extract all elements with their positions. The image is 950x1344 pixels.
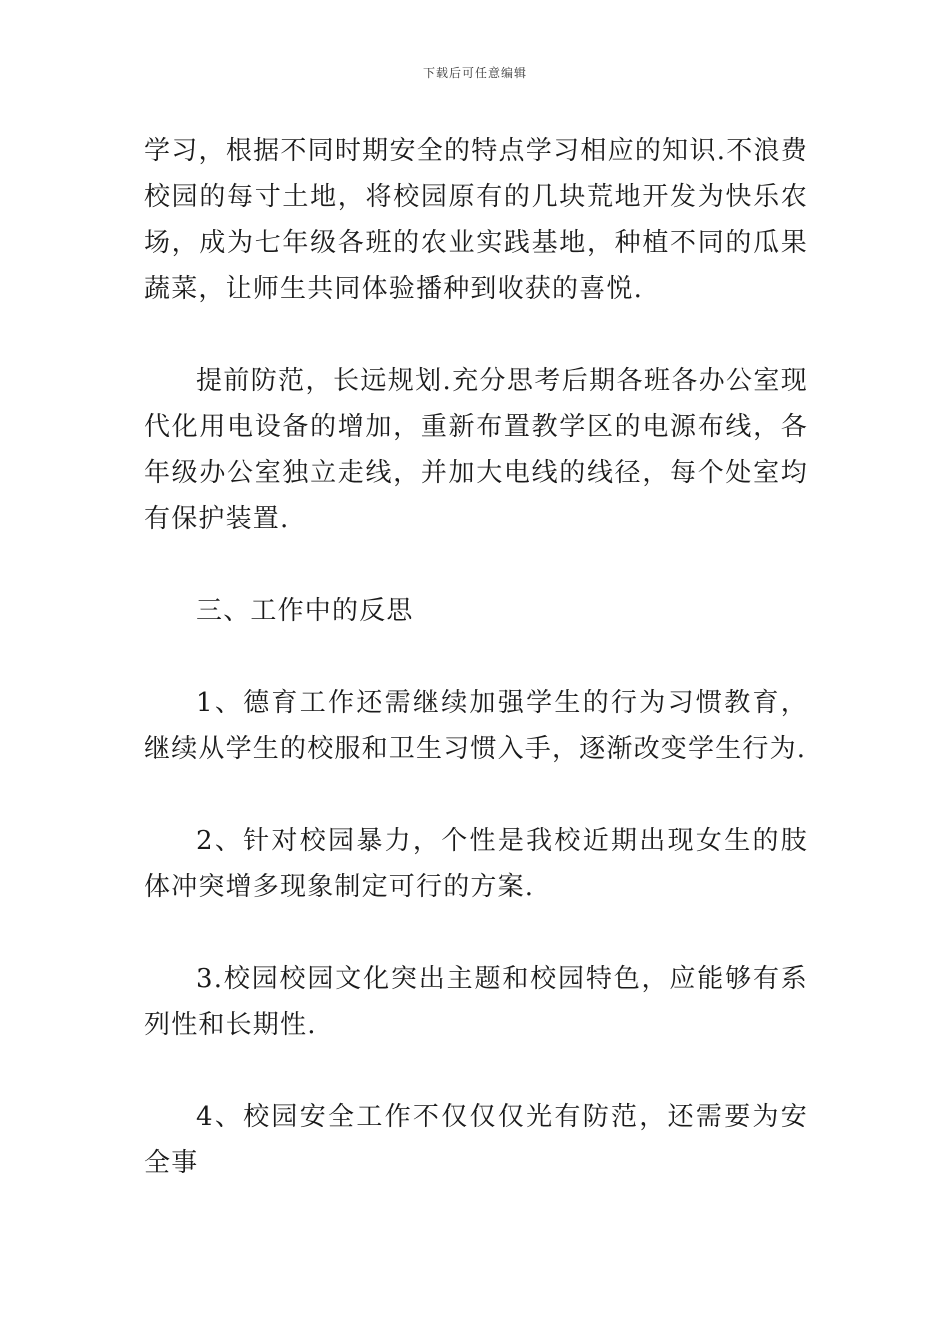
section-heading-reflection: 三、工作中的反思 [196,596,414,626]
paragraph-gap [144,910,808,956]
page-header: 下载后可任意编辑 [422,66,527,80]
paragraph-gap [144,542,808,588]
paragraph-gap [144,312,808,358]
document-body [144,128,808,1186]
paragraph-gap [144,634,808,680]
paragraph-continued-study: 学习，根据不同时期安全的特点学习相应的知识.不浪费校园的每寸土地，将校园原有的几块荒地开发为快乐农场，成为七年级各班的农业实践基地，种植不同的瓜果蔬菜，让师生共同体验播种到收获的喜悦. [144,136,808,304]
list-item-3: 3.校园校园文化突出主题和校园特色，应能够有系列性和长期性. [144,964,808,1040]
paragraph-gap [144,1048,808,1094]
list-item-1: 1、德育工作还需继续加强学生的行为习惯教育，继续从学生的校服和卫生习惯入手，逐渐改变学生行为. [144,688,808,764]
paragraph-gap [144,772,808,818]
list-item-4: 4、校园安全工作不仅仅仅光有防范，还需要为安全事 [144,1102,808,1178]
list-item-2: 2、针对校园暴力，个性是我校近期出现女生的肢体冲突增多现象制定可行的方案. [144,826,808,902]
paragraph-prevention-planning: 提前防范，长远规划.充分思考后期各班各办公室现代化用电设备的增加，重新布置教学区的电源布线，各年级办公室独立走线，并加大电线的线径，每个处室均有保护装置. [144,366,808,534]
